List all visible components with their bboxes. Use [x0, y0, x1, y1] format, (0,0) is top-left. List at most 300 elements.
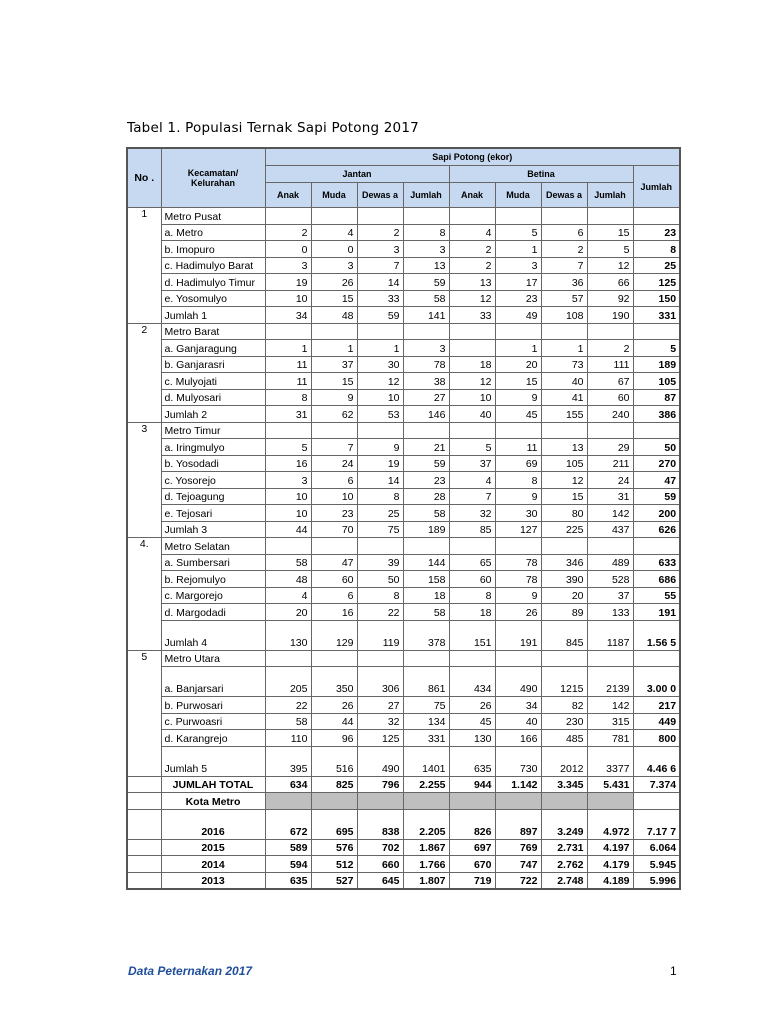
cell-value: 12 [449, 373, 495, 390]
cell-value: 33 [449, 307, 495, 324]
row-label: a. Sumbersari [161, 554, 265, 571]
cell-value: 2.731 [541, 839, 587, 856]
cell-value: 2 [541, 241, 587, 258]
cell-value: 1 [311, 340, 357, 357]
cell-value: 378 [403, 620, 449, 650]
cell-value: 1 [495, 340, 541, 357]
cell-value: 142 [587, 697, 633, 714]
cell-value: 47 [311, 554, 357, 571]
cell-value: 769 [495, 839, 541, 856]
cell-value: 66 [587, 274, 633, 291]
cell-value: 781 [587, 730, 633, 747]
cell-value: 217 [633, 697, 680, 714]
livestock-table [126, 147, 681, 890]
cell-value: 589 [265, 839, 311, 856]
cell-value: 3.249 [541, 809, 587, 839]
shaded-cell [587, 793, 633, 810]
cell-value: 13 [541, 439, 587, 456]
cell-value: 3 [495, 257, 541, 274]
cell-value: 230 [541, 713, 587, 730]
cell-value: 8 [265, 389, 311, 406]
row-label: e. Yosomulyo [161, 290, 265, 307]
cell-value: 129 [311, 620, 357, 650]
row-label: b. Purwosari [161, 697, 265, 714]
cell-value: 18 [449, 356, 495, 373]
cell-value: 9 [495, 488, 541, 505]
cell-value: 130 [449, 730, 495, 747]
cell-value: 331 [633, 307, 680, 324]
cell-value: 6 [541, 224, 587, 241]
empty-cell [311, 323, 357, 340]
cell-value: 59 [357, 307, 403, 324]
empty-cell [265, 208, 311, 225]
table-row [127, 389, 680, 406]
year-row [127, 872, 680, 889]
row-label: e. Tejosari [161, 505, 265, 522]
cell-value: 0 [265, 241, 311, 258]
table-row [127, 224, 680, 241]
header-sapi-potong: Sapi Potong (ekor) [265, 148, 680, 166]
cell-value: 2 [449, 257, 495, 274]
cell-value: 12 [587, 257, 633, 274]
table-title: Tabel 1. Populasi Ternak Sapi Potong 2017 [127, 120, 419, 136]
cell-value: 9 [311, 389, 357, 406]
row-label: d. Mulyosari [161, 389, 265, 406]
group-row [127, 650, 680, 667]
cell-value: 125 [633, 274, 680, 291]
cell-value: 108 [541, 307, 587, 324]
cell-value: 1401 [403, 746, 449, 776]
cell-value: 34 [495, 697, 541, 714]
cell-value: 635 [449, 746, 495, 776]
group-name: Metro Pusat [161, 208, 265, 225]
cell-value: 155 [541, 406, 587, 423]
group-name: Metro Timur [161, 422, 265, 439]
empty-cell [449, 538, 495, 555]
cell-value: 85 [449, 521, 495, 538]
cell-value: 53 [357, 406, 403, 423]
table-row [127, 257, 680, 274]
cell-value: 48 [265, 571, 311, 588]
cell-value: 270 [633, 455, 680, 472]
year-row [127, 809, 680, 839]
cell-value: 3 [403, 241, 449, 258]
cell-value: 7 [541, 257, 587, 274]
cell-value: 4 [311, 224, 357, 241]
cell-value: 7.17 7 [633, 809, 680, 839]
cell-value: 50 [357, 571, 403, 588]
cell-value: 18 [403, 587, 449, 604]
cell-value: 190 [587, 307, 633, 324]
empty-cell [357, 538, 403, 555]
group-name: Metro Selatan [161, 538, 265, 555]
cell-value: 7.374 [633, 776, 680, 793]
cell-value: 3 [403, 340, 449, 357]
cell-value: 41 [541, 389, 587, 406]
table-row [127, 713, 680, 730]
grand-total-label: JUMLAH TOTAL [161, 776, 265, 793]
cell-value: 78 [403, 356, 449, 373]
cell-value: 7 [449, 488, 495, 505]
cell-value: 27 [403, 389, 449, 406]
empty-cell [265, 422, 311, 439]
cell-value: 660 [357, 856, 403, 873]
cell-value: 8 [357, 587, 403, 604]
empty-cell [633, 538, 680, 555]
cell-value: 44 [311, 713, 357, 730]
cell-value: 67 [587, 373, 633, 390]
cell-value: 2 [265, 224, 311, 241]
cell-value: 12 [357, 373, 403, 390]
subtotal-label: Jumlah 1 [161, 307, 265, 324]
header-jumlah-total: Jumlah [633, 166, 680, 208]
cell-value: 10 [449, 389, 495, 406]
cell-value: 189 [403, 521, 449, 538]
empty-cell [127, 856, 161, 873]
cell-value: 10 [265, 290, 311, 307]
cell-value: 306 [357, 667, 403, 697]
cell-value: 146 [403, 406, 449, 423]
table-row [127, 505, 680, 522]
cell-value: 7 [357, 257, 403, 274]
cell-value: 4.46 6 [633, 746, 680, 776]
empty-cell [127, 809, 161, 839]
cell-value: 3 [311, 257, 357, 274]
cell-value: 6 [311, 472, 357, 489]
header-col-6: Dewas a [541, 183, 587, 208]
row-label: b. Ganjarasri [161, 356, 265, 373]
cell-value: 315 [587, 713, 633, 730]
group-row [127, 323, 680, 340]
empty-cell [495, 650, 541, 667]
cell-value: 25 [357, 505, 403, 522]
cell-value: 2 [449, 241, 495, 258]
cell-value: 730 [495, 746, 541, 776]
table-row [127, 730, 680, 747]
row-label: a. Iringmulyo [161, 439, 265, 456]
row-label: c. Hadimulyo Barat [161, 257, 265, 274]
cell-value: 59 [633, 488, 680, 505]
cell-value: 205 [265, 667, 311, 697]
cell-value: 5 [495, 224, 541, 241]
cell-value: 36 [541, 274, 587, 291]
cell-value: 57 [541, 290, 587, 307]
empty-cell [127, 793, 161, 810]
cell-value: 40 [449, 406, 495, 423]
cell-value: 672 [265, 809, 311, 839]
cell-value: 626 [633, 521, 680, 538]
cell-value: 141 [403, 307, 449, 324]
cell-value: 28 [403, 488, 449, 505]
cell-value: 5 [265, 439, 311, 456]
empty-cell [449, 323, 495, 340]
table-row [127, 439, 680, 456]
empty-cell [587, 650, 633, 667]
cell-value: 23 [633, 224, 680, 241]
group-row [127, 422, 680, 439]
cell-value: 166 [495, 730, 541, 747]
row-label: d. Tejoagung [161, 488, 265, 505]
header-col-5: Muda [495, 183, 541, 208]
footer-text: Data Peternakan 2017 [128, 964, 253, 978]
header-col-3: Jumlah [403, 183, 449, 208]
cell-value: 13 [403, 257, 449, 274]
cell-value: 3377 [587, 746, 633, 776]
cell-value: 11 [265, 373, 311, 390]
group-name: Metro Barat [161, 323, 265, 340]
cell-value: 24 [587, 472, 633, 489]
year-label: 2013 [161, 872, 265, 889]
subtotal-label: Jumlah 3 [161, 521, 265, 538]
cell-value: 6 [311, 587, 357, 604]
header-col-4: Anak [449, 183, 495, 208]
cell-value: 512 [311, 856, 357, 873]
row-label: d. Margodadi [161, 604, 265, 621]
cell-value: 8 [449, 587, 495, 604]
subtotal-row [127, 406, 680, 423]
cell-value: 346 [541, 554, 587, 571]
cell-value: 17 [495, 274, 541, 291]
empty-cell [449, 208, 495, 225]
group-name: Metro Utara [161, 650, 265, 667]
cell-value: 527 [311, 872, 357, 889]
cell-value: 191 [495, 620, 541, 650]
cell-value: 62 [311, 406, 357, 423]
cell-value: 697 [449, 839, 495, 856]
table-row [127, 697, 680, 714]
header-col-7: Jumlah [587, 183, 633, 208]
cell-value: 1.867 [403, 839, 449, 856]
cell-value: 34 [265, 307, 311, 324]
empty-cell [541, 323, 587, 340]
cell-value: 4 [265, 587, 311, 604]
group-row [127, 538, 680, 555]
cell-value: 395 [265, 746, 311, 776]
cell-value: 719 [449, 872, 495, 889]
cell-value: 1.766 [403, 856, 449, 873]
cell-value: 16 [265, 455, 311, 472]
table-row [127, 373, 680, 390]
empty-cell [403, 538, 449, 555]
cell-value: 133 [587, 604, 633, 621]
cell-value: 19 [265, 274, 311, 291]
cell-value: 30 [357, 356, 403, 373]
empty-cell [357, 650, 403, 667]
table-row [127, 571, 680, 588]
table-row [127, 290, 680, 307]
table-row [127, 667, 680, 697]
group-number: 2 [127, 323, 161, 422]
header-col-0: Anak [265, 183, 311, 208]
cell-value: 111 [587, 356, 633, 373]
kota-row [127, 793, 680, 810]
cell-value: 125 [357, 730, 403, 747]
cell-value: 8 [357, 488, 403, 505]
header-betina: Betina [449, 166, 633, 183]
header-col-2: Dewas a [357, 183, 403, 208]
empty-cell [311, 208, 357, 225]
cell-value: 31 [265, 406, 311, 423]
table-row [127, 472, 680, 489]
cell-value: 60 [587, 389, 633, 406]
cell-value: 58 [403, 604, 449, 621]
cell-value: 5 [633, 340, 680, 357]
cell-value: 26 [449, 697, 495, 714]
cell-value: 18 [449, 604, 495, 621]
year-label: 2016 [161, 809, 265, 839]
cell-value: 45 [449, 713, 495, 730]
cell-value: 944 [449, 776, 495, 793]
cell-value: 58 [403, 505, 449, 522]
row-label: b. Imopuro [161, 241, 265, 258]
cell-value: 4.972 [587, 809, 633, 839]
empty-cell [541, 422, 587, 439]
cell-value: 119 [357, 620, 403, 650]
cell-value: 105 [541, 455, 587, 472]
subtotal-row [127, 620, 680, 650]
grand-total-row [127, 776, 680, 793]
cell-value: 10 [265, 488, 311, 505]
cell-value: 49 [495, 307, 541, 324]
cell-value: 845 [541, 620, 587, 650]
group-row [127, 208, 680, 225]
cell-value: 22 [265, 697, 311, 714]
cell-value: 6.064 [633, 839, 680, 856]
cell-value: 861 [403, 667, 449, 697]
cell-value: 670 [449, 856, 495, 873]
row-label: c. Yosorejo [161, 472, 265, 489]
row-label: d. Karangrejo [161, 730, 265, 747]
year-label: 2015 [161, 839, 265, 856]
cell-value: 1 [357, 340, 403, 357]
empty-cell [587, 208, 633, 225]
header-kecamatan: Kecamatan/ Kelurahan [161, 148, 265, 208]
empty-cell [587, 422, 633, 439]
cell-value: 12 [449, 290, 495, 307]
cell-value: 37 [311, 356, 357, 373]
cell-value: 69 [495, 455, 541, 472]
table-row [127, 587, 680, 604]
cell-value: 437 [587, 521, 633, 538]
cell-value: 0 [311, 241, 357, 258]
cell-value: 78 [495, 554, 541, 571]
kota-label: Kota Metro [161, 793, 265, 810]
cell-value: 45 [495, 406, 541, 423]
table-row [127, 356, 680, 373]
cell-value [449, 340, 495, 357]
cell-value: 50 [633, 439, 680, 456]
cell-value: 796 [357, 776, 403, 793]
cell-value: 825 [311, 776, 357, 793]
cell-value: 5 [587, 241, 633, 258]
empty-cell [265, 650, 311, 667]
cell-value: 576 [311, 839, 357, 856]
cell-value: 747 [495, 856, 541, 873]
year-row [127, 839, 680, 856]
table-row [127, 340, 680, 357]
table-row [127, 488, 680, 505]
cell-value: 449 [633, 713, 680, 730]
empty-cell [541, 650, 587, 667]
cell-value: 48 [311, 307, 357, 324]
cell-value: 75 [403, 697, 449, 714]
shaded-cell [357, 793, 403, 810]
row-label: d. Hadimulyo Timur [161, 274, 265, 291]
cell-value: 211 [587, 455, 633, 472]
cell-value: 20 [495, 356, 541, 373]
cell-value: 23 [403, 472, 449, 489]
cell-value: 191 [633, 604, 680, 621]
cell-value: 645 [357, 872, 403, 889]
cell-value: 10 [357, 389, 403, 406]
cell-value: 16 [311, 604, 357, 621]
empty-cell [311, 422, 357, 439]
subtotal-row [127, 307, 680, 324]
cell-value: 1215 [541, 667, 587, 697]
cell-value: 9 [495, 587, 541, 604]
cell-value: 32 [449, 505, 495, 522]
row-label: c. Mulyojati [161, 373, 265, 390]
empty-cell [449, 650, 495, 667]
cell-value: 1 [541, 340, 587, 357]
cell-value: 15 [541, 488, 587, 505]
cell-value: 4 [449, 472, 495, 489]
cell-value: 10 [265, 505, 311, 522]
cell-value: 158 [403, 571, 449, 588]
cell-value: 7 [311, 439, 357, 456]
cell-value: 2 [587, 340, 633, 357]
empty-cell [357, 422, 403, 439]
cell-value: 15 [311, 373, 357, 390]
cell-value: 5.945 [633, 856, 680, 873]
table-row [127, 604, 680, 621]
cell-value: 144 [403, 554, 449, 571]
cell-value: 225 [541, 521, 587, 538]
cell-value: 897 [495, 809, 541, 839]
header-col-1: Muda [311, 183, 357, 208]
cell-value: 38 [403, 373, 449, 390]
cell-value: 15 [495, 373, 541, 390]
subtotal-row [127, 521, 680, 538]
cell-value: 31 [587, 488, 633, 505]
cell-value: 1 [265, 340, 311, 357]
row-label: a. Banjarsari [161, 667, 265, 697]
cell-value: 390 [541, 571, 587, 588]
cell-value: 2 [357, 224, 403, 241]
cell-value: 200 [633, 505, 680, 522]
cell-value: 127 [495, 521, 541, 538]
cell-value: 47 [633, 472, 680, 489]
cell-value: 2012 [541, 746, 587, 776]
cell-value: 3 [265, 257, 311, 274]
cell-value: 24 [311, 455, 357, 472]
cell-value: 634 [265, 776, 311, 793]
cell-value: 134 [403, 713, 449, 730]
cell-value: 3.00 0 [633, 667, 680, 697]
cell-value: 30 [495, 505, 541, 522]
cell-value: 240 [587, 406, 633, 423]
cell-value: 633 [633, 554, 680, 571]
shaded-cell [449, 793, 495, 810]
empty-cell [587, 323, 633, 340]
cell-value: 26 [495, 604, 541, 621]
cell-value: 78 [495, 571, 541, 588]
cell-value: 594 [265, 856, 311, 873]
cell-value: 4.197 [587, 839, 633, 856]
empty-cell [495, 538, 541, 555]
cell-value: 55 [633, 587, 680, 604]
row-label: b. Rejomulyo [161, 571, 265, 588]
